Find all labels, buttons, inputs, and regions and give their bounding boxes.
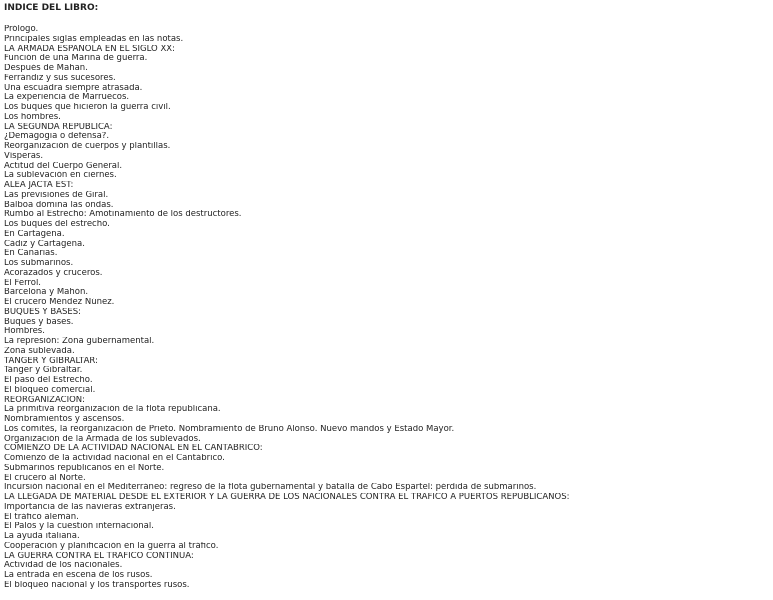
index-entry: Reorganización de cuerpos y plantillas. bbox=[4, 142, 171, 151]
index-entry: El Palos y la cuestión internacional. bbox=[4, 522, 154, 532]
index-entry: El crucero al Norte. bbox=[4, 473, 86, 483]
index-entry: Barcelona y Mahón. bbox=[4, 288, 89, 298]
index-entry: El bloqueo nacional y los transportes rusos. bbox=[4, 580, 190, 590]
index-title: INDICE DEL LIBRO: bbox=[4, 3, 99, 13]
index-entry: Los buques que hicieron la guerra civil. bbox=[4, 103, 171, 112]
index-entry: REORGANIZACION: bbox=[4, 395, 85, 405]
index-entry: Comienzo de la actividad nacional en el Cantábrico. bbox=[4, 454, 225, 463]
index-entry: Ferrándiz y sus sucesores. bbox=[4, 73, 116, 83]
index-entry: El bloqueo comercial. bbox=[4, 385, 96, 395]
index-entry: Tánger y Gibraltar. bbox=[4, 366, 83, 376]
index-entry: Incursión nacional en el Mediterráneo: regreso de la flota gubernamental y batalla de Cabo Espartel: pérdida de submarinos. bbox=[4, 483, 537, 493]
index-entry: Actividad de los nacionales. bbox=[4, 561, 123, 571]
book-index bbox=[4, 3, 769, 591]
index-entry: La ayuda italiana. bbox=[4, 532, 80, 541]
index-entry: Una escuadra siempre atrasada. bbox=[4, 83, 143, 93]
index-entry: Nombramientos y ascensos. bbox=[4, 415, 125, 424]
index-entry: Importancia de las navieras extranjeras. bbox=[4, 502, 176, 512]
index-entry: Las previsiones de Giral. bbox=[4, 190, 109, 200]
index-entry: Después de Mahan. bbox=[4, 64, 88, 73]
index-entry: LA GUERRA CONTRA EL TRAFICO CONTINUA: bbox=[4, 551, 194, 561]
index-entry: ¿Demagogia o defensa?. bbox=[4, 132, 110, 142]
index-entry: La represión: Zona gubernamental. bbox=[4, 337, 155, 346]
index-entry: LA SEGUNDA REPUBLICA: bbox=[4, 122, 113, 132]
index-entry: El tráfico alemán. bbox=[4, 512, 79, 522]
index-entry: Rumbo al Estrecho: Amotinamiento de los destructores. bbox=[4, 210, 242, 220]
index-entry: Principales siglas empleadas en las notas. bbox=[4, 34, 184, 44]
index-entry: Los hombres. bbox=[4, 112, 61, 122]
index-entry: La experiencia de Marruecos. bbox=[4, 93, 130, 103]
index-entry: BUQUES Y BASES: bbox=[4, 307, 81, 317]
index-entry: En Canarias. bbox=[4, 249, 58, 259]
index-entry: El paso del Estrecho. bbox=[4, 376, 93, 385]
index-entry: Vísperas. bbox=[4, 151, 44, 161]
index-entry: Submarinos republicanos en el Norte. bbox=[4, 463, 165, 473]
index-entry: La entrada en escena de los rusos. bbox=[4, 571, 153, 580]
index-entry: TANGER Y GIBRALTAR: bbox=[4, 356, 98, 366]
index-list bbox=[4, 25, 769, 591]
index-entry: ALEA JACTA EST: bbox=[4, 181, 74, 190]
index-entry: Buques y bases. bbox=[4, 317, 74, 327]
index-entry: Cooperación y planificación en la guerra al tráfico. bbox=[4, 541, 219, 551]
index-entry: Acorazados y cruceros. bbox=[4, 268, 103, 278]
index-entry: Los submarinos. bbox=[4, 259, 74, 268]
index-entry: LA LLEGADA DE MATERIAL DESDE EL EXTERIOR Y LA GUERRA DE LOS NACIONALES CONTRA EL TRAFICO A PUERTOS REPUBLICANOS: bbox=[4, 493, 570, 502]
index-entry: Función de una Marina de guerra. bbox=[4, 54, 148, 64]
index-entry: La primitiva reorganización de la flota republicana. bbox=[4, 405, 221, 415]
index-entry: Actitud del Cuerpo General. bbox=[4, 161, 123, 171]
index-entry: En Cartagena. bbox=[4, 229, 65, 239]
index-entry: Balboa domina las ondas. bbox=[4, 200, 114, 210]
index-entry: La sublevación en ciernes. bbox=[4, 171, 117, 181]
index-entry: LA ARMADA ESPAÑOLA EN EL SIGLO XX: bbox=[4, 44, 175, 54]
index-entry: Organización de la Armada de los sublevados. bbox=[4, 434, 201, 444]
index-entry: Prólogo. bbox=[4, 25, 39, 34]
index-entry: Hombres. bbox=[4, 327, 45, 337]
index-entry: Cádiz y Cartagena. bbox=[4, 239, 85, 249]
index-entry: COMIENZO DE LA ACTIVIDAD NACIONAL EN EL CANTABRICO: bbox=[4, 444, 263, 454]
index-entry: Zona sublevada. bbox=[4, 346, 75, 356]
index-entry: El crucero Méndez Núñez. bbox=[4, 298, 115, 307]
index-entry: Los comités, la reorganización de Prieto. Nombramiento de Bruno Alonso. Nuevo mandos y Estado Mayor. bbox=[4, 424, 455, 434]
index-entry: El Ferrol. bbox=[4, 278, 42, 288]
index-entry: Los buques del estrecho. bbox=[4, 220, 110, 229]
